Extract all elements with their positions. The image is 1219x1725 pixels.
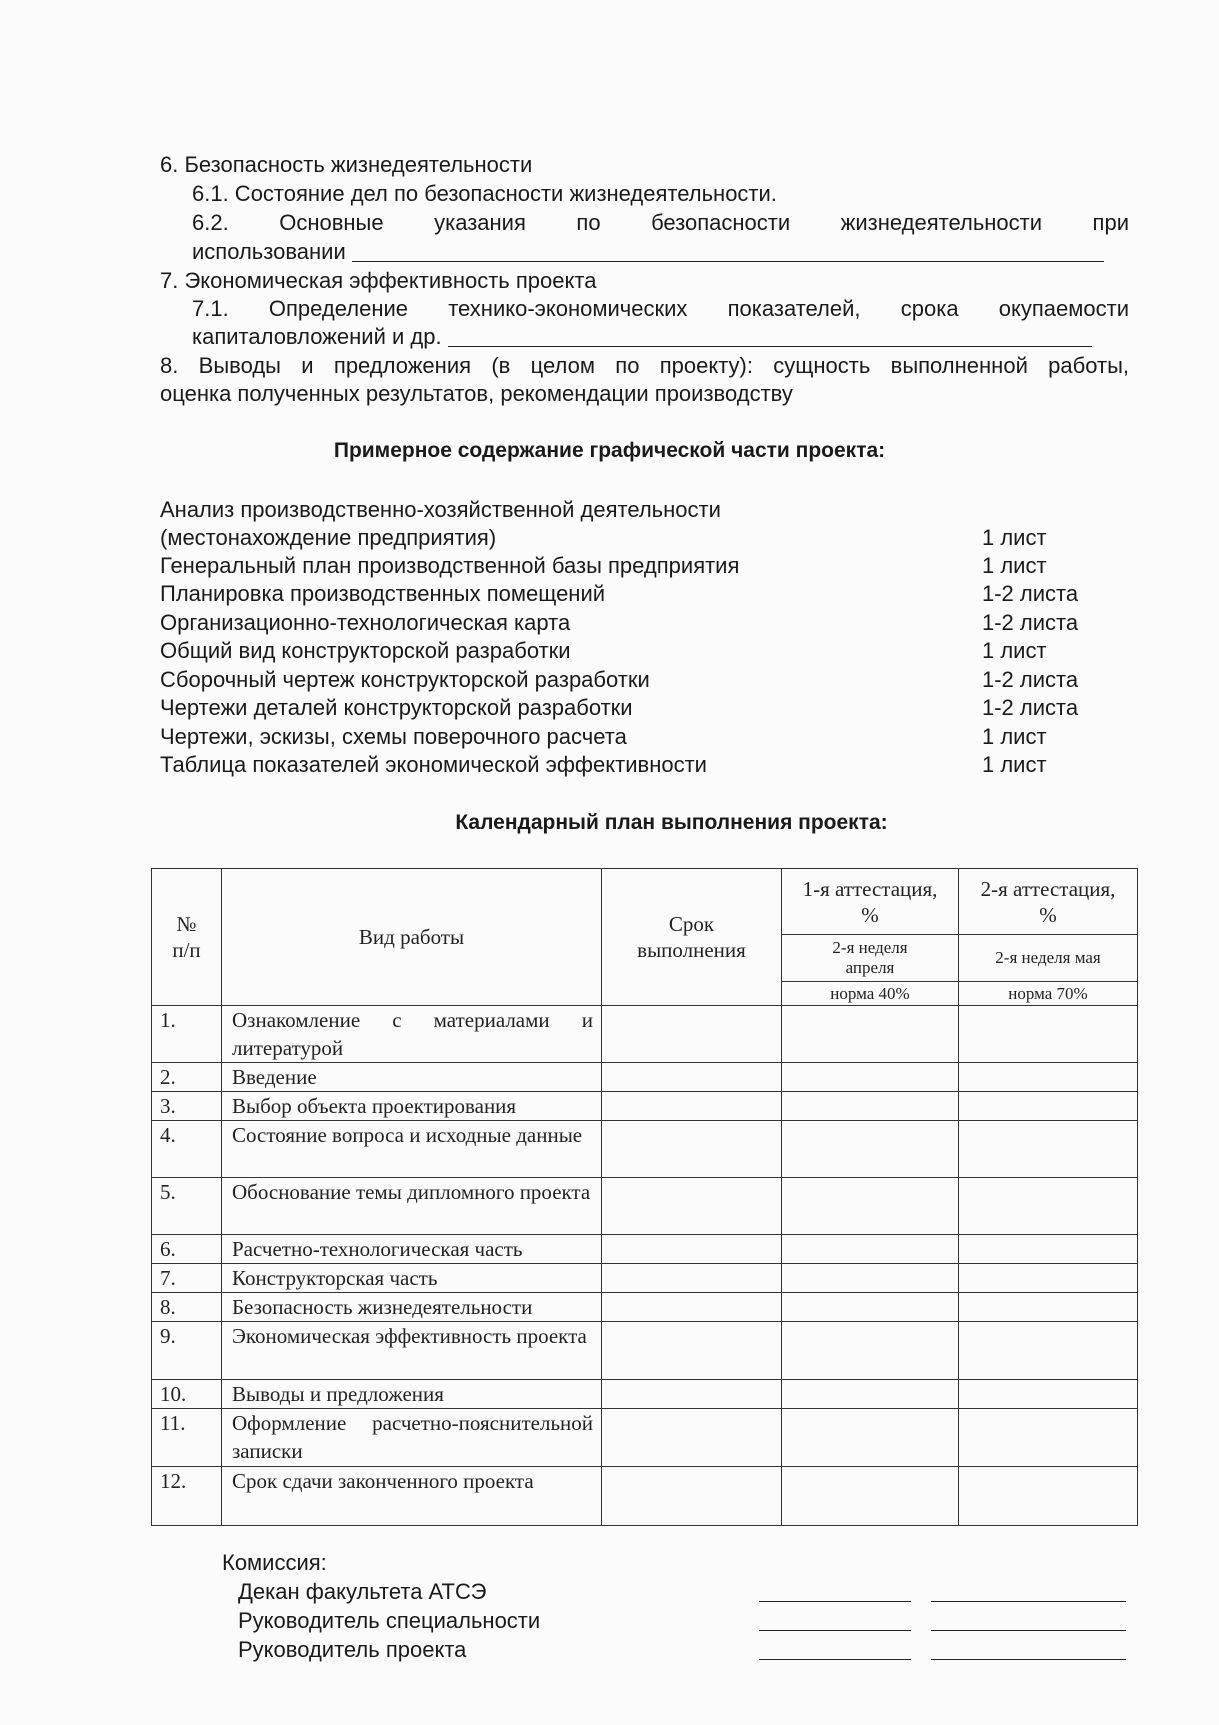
- row-att1-cell: [782, 1063, 959, 1092]
- row-att1-cell: [782, 1293, 959, 1322]
- graphics-qty: 1 лист: [982, 752, 1047, 777]
- row-att1-cell: [782, 1322, 959, 1380]
- graphics-qty: 1 лист: [982, 638, 1047, 663]
- row-att2-cell: [959, 1178, 1138, 1235]
- row-att2-cell: [959, 1006, 1138, 1063]
- graphics-qty: 1 лист: [982, 724, 1047, 749]
- header-attestation-2: 2-я аттестация, %: [959, 869, 1138, 935]
- table-row: [152, 1380, 1138, 1409]
- row-att2-cell: [959, 1409, 1138, 1467]
- row-att2-cell: [959, 1264, 1138, 1293]
- table-row: [152, 1409, 1138, 1467]
- row-att2-cell: [959, 1235, 1138, 1264]
- table-row: [152, 1467, 1138, 1526]
- row-work: Выбор объекта проектирования: [222, 1092, 602, 1121]
- row-att1-cell: [782, 1235, 959, 1264]
- attestation-2-period: 2-я неделя мая: [959, 935, 1138, 982]
- section-6-2-line1: 6.2. Основные указания по безопасности жизнедеятельности при: [192, 210, 1129, 235]
- row-deadline-cell: [602, 1063, 782, 1092]
- row-number: 12.: [152, 1467, 222, 1526]
- table-row: [152, 1121, 1138, 1178]
- graphics-qty: 1-2 листа: [982, 610, 1079, 635]
- row-att1-cell: [782, 1380, 959, 1409]
- table-row: [152, 1178, 1138, 1235]
- graphics-item: Общий вид конструкторской разработки: [160, 638, 571, 663]
- row-att1-cell: [782, 1006, 959, 1063]
- name-line: [931, 1630, 1126, 1631]
- fill-line: [352, 239, 1104, 262]
- row-att2-cell: [959, 1092, 1138, 1121]
- graphics-item: Организационно-технологическая карта: [160, 610, 571, 635]
- signature-line: [759, 1659, 911, 1660]
- row-deadline-cell: [602, 1264, 782, 1293]
- signature-line: [759, 1630, 911, 1631]
- section-7-1-line1: 7.1. Определение технико-экономических показателей, срока окупаемости: [192, 296, 1129, 321]
- row-deadline-cell: [602, 1235, 782, 1264]
- name-line: [931, 1659, 1126, 1660]
- row-work: Экономическая эффективность проекта: [222, 1322, 602, 1380]
- row-number: 8.: [152, 1293, 222, 1322]
- attestation-1-norm: норма 40%: [782, 982, 959, 1006]
- graphics-item: Чертежи, эскизы, схемы поверочного расчета: [160, 724, 627, 749]
- section-8-line2: оценка полученных результатов, рекомендации производству: [160, 381, 793, 406]
- row-att1-cell: [782, 1409, 959, 1467]
- graphics-qty: 1-2 листа: [982, 695, 1079, 720]
- row-number: 1.: [152, 1006, 222, 1063]
- row-work: Ознакомление с материалами и литературой: [222, 1006, 602, 1063]
- section-6-2-text: использовании: [192, 239, 346, 264]
- header-deadline: Срок выполнения: [602, 869, 782, 1006]
- graphics-item: Чертежи деталей конструкторской разработки: [160, 695, 633, 720]
- section-7-1-line2: [192, 323, 1092, 351]
- fill-line: [448, 324, 1092, 347]
- row-deadline-cell: [602, 1006, 782, 1063]
- row-deadline-cell: [602, 1467, 782, 1526]
- row-work: Обоснование темы дипломного проекта: [222, 1178, 602, 1235]
- name-line: [931, 1601, 1126, 1602]
- signature-line: [759, 1601, 911, 1602]
- row-deadline-cell: [602, 1293, 782, 1322]
- row-deadline-cell: [602, 1380, 782, 1409]
- row-number: 2.: [152, 1063, 222, 1092]
- graphics-heading: Примерное содержание графической части проекта:: [333, 439, 886, 462]
- attestation-1-period: 2-я неделя апреля: [782, 935, 959, 982]
- graphics-qty: 1-2 листа: [982, 667, 1079, 692]
- section-8-line1: 8. Выводы и предложения (в целом по проекту): сущность выполненной работы,: [160, 353, 1129, 378]
- row-work: Введение: [222, 1063, 602, 1092]
- section-6-2-line2: [192, 238, 1104, 266]
- row-att2-cell: [959, 1380, 1138, 1409]
- header-attestation-1: 1-я аттестация, %: [782, 869, 959, 935]
- graphics-item: Сборочный чертеж конструкторской разработки: [160, 667, 650, 692]
- header-work: Вид работы: [222, 869, 602, 1006]
- row-number: 11.: [152, 1409, 222, 1467]
- row-number: 9.: [152, 1322, 222, 1380]
- row-att1-cell: [782, 1121, 959, 1178]
- section-6-title: 6. Безопасность жизнедеятельности: [160, 152, 533, 177]
- table-row: [152, 1322, 1138, 1380]
- graphics-qty: 1 лист: [982, 553, 1047, 578]
- row-work: Оформление расчетно-пояснительной записки: [222, 1409, 602, 1467]
- graphics-qty: 1 лист: [982, 525, 1047, 550]
- row-deadline-cell: [602, 1121, 782, 1178]
- row-att1-cell: [782, 1092, 959, 1121]
- row-att2-cell: [959, 1293, 1138, 1322]
- row-number: 10.: [152, 1380, 222, 1409]
- row-work: Состояние вопроса и исходные данные: [222, 1121, 602, 1178]
- row-work: Конструкторская часть: [222, 1264, 602, 1293]
- commission-title: Комиссия:: [222, 1550, 327, 1575]
- table-row: [152, 1264, 1138, 1293]
- calendar-plan-table: [151, 868, 1138, 1526]
- attestation-2-norm: норма 70%: [959, 982, 1138, 1006]
- section-7-1-text: капиталовложений и др.: [192, 324, 442, 349]
- row-work: Безопасность жизнедеятельности: [222, 1293, 602, 1322]
- row-number: 5.: [152, 1178, 222, 1235]
- graphics-item: (местонахождение предприятия): [160, 525, 497, 550]
- row-att2-cell: [959, 1121, 1138, 1178]
- section-7-title: 7. Экономическая эффективность проекта: [160, 268, 597, 293]
- graphics-item: Генеральный план производственной базы предприятия: [160, 553, 740, 578]
- row-deadline-cell: [602, 1322, 782, 1380]
- table-row: [152, 1006, 1138, 1063]
- commission-member: Декан факультета АТСЭ: [238, 1579, 487, 1604]
- table-row: [152, 1092, 1138, 1121]
- table-row: [152, 1293, 1138, 1322]
- row-att2-cell: [959, 1467, 1138, 1526]
- row-att1-cell: [782, 1467, 959, 1526]
- row-number: 4.: [152, 1121, 222, 1178]
- plan-heading: Календарный план выполнения проекта:: [455, 811, 888, 834]
- row-work: Расчетно-технологическая часть: [222, 1235, 602, 1264]
- graphics-item: Анализ производственно-хозяйственной деятельности: [160, 497, 721, 522]
- graphics-item: Таблица показателей экономической эффективности: [160, 752, 707, 777]
- graphics-item: Планировка производственных помещений: [160, 581, 606, 606]
- row-deadline-cell: [602, 1409, 782, 1467]
- row-number: 3.: [152, 1092, 222, 1121]
- section-6-1: 6.1. Состояние дел по безопасности жизнедеятельности.: [192, 181, 777, 206]
- row-work: Выводы и предложения: [222, 1380, 602, 1409]
- table-row: [152, 1063, 1138, 1092]
- header-number: № п/п: [152, 869, 222, 1006]
- row-number: 6.: [152, 1235, 222, 1264]
- row-deadline-cell: [602, 1178, 782, 1235]
- row-deadline-cell: [602, 1092, 782, 1121]
- commission-member: Руководитель специальности: [238, 1608, 541, 1633]
- commission-member: Руководитель проекта: [238, 1637, 467, 1662]
- graphics-qty: 1-2 листа: [982, 581, 1079, 606]
- row-work: Срок сдачи законченного проекта: [222, 1467, 602, 1526]
- row-number: 7.: [152, 1264, 222, 1293]
- row-att1-cell: [782, 1264, 959, 1293]
- row-att2-cell: [959, 1322, 1138, 1380]
- row-att2-cell: [959, 1063, 1138, 1092]
- table-row: [152, 1235, 1138, 1264]
- row-att1-cell: [782, 1178, 959, 1235]
